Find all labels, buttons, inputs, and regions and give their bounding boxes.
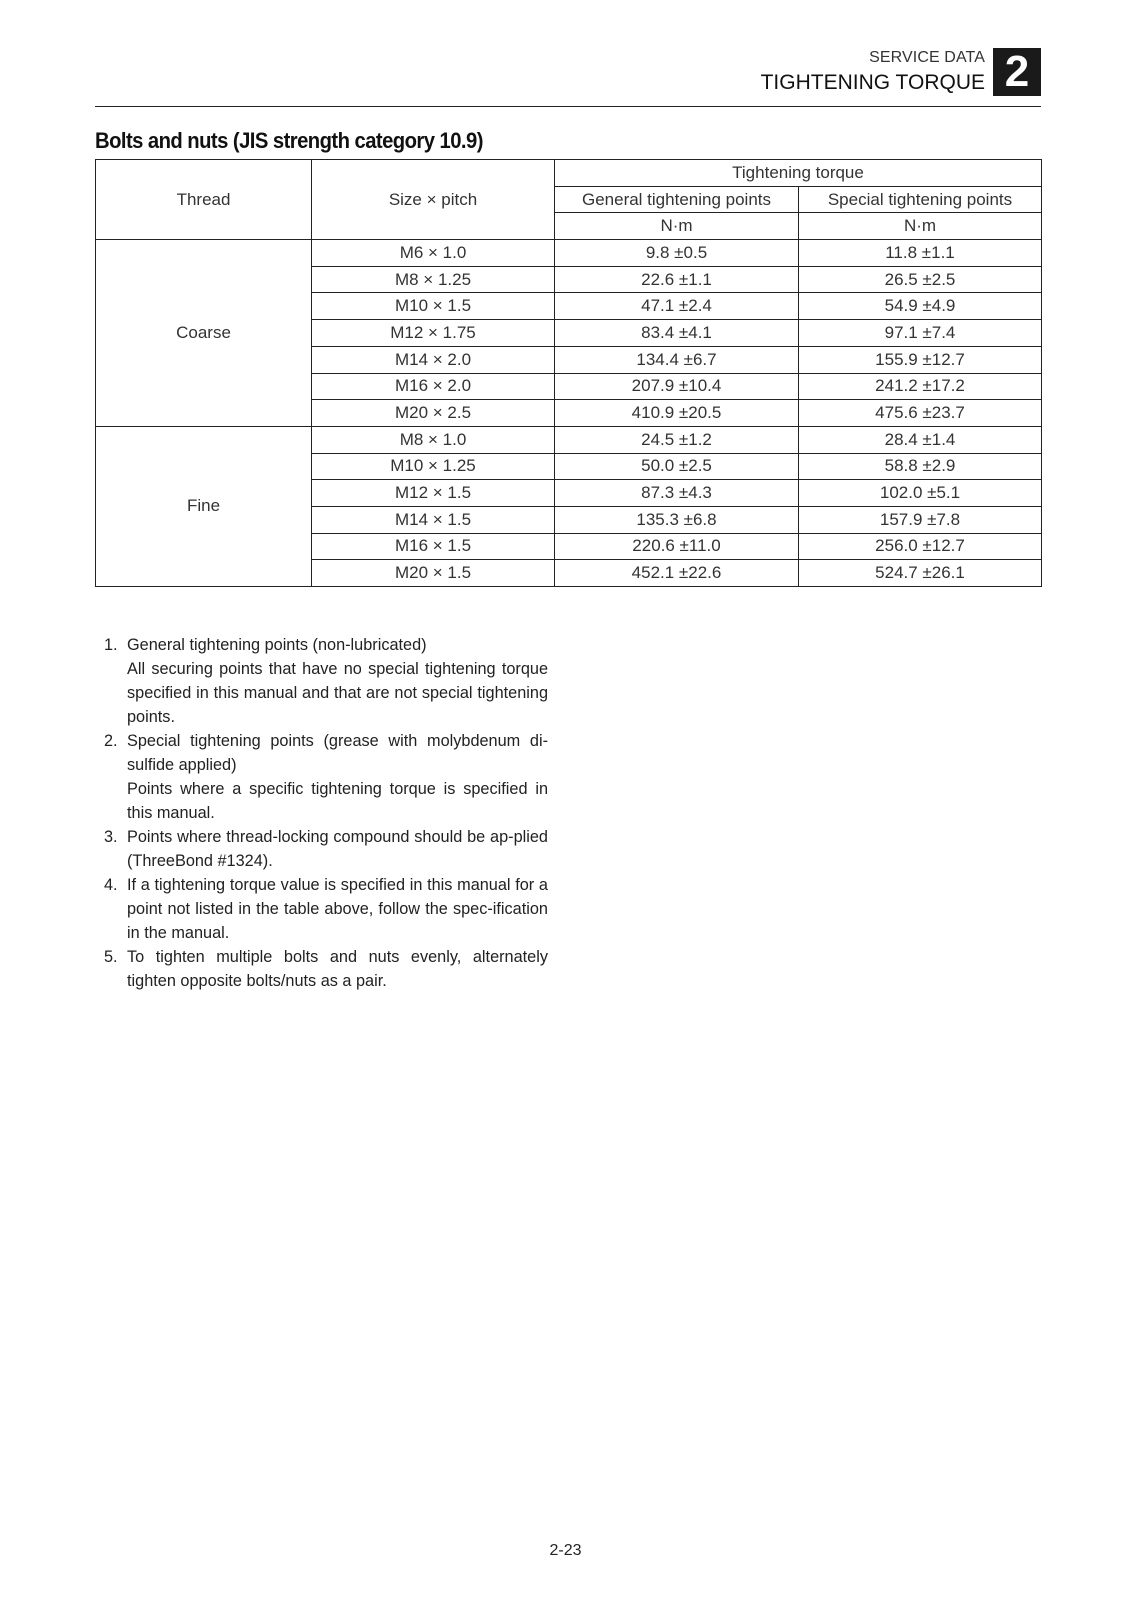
note-text: All securing points that have no special tightening torque specified in this manual and that are not special tightening points. [127, 660, 548, 726]
general-cell: 24.5 ±1.2 [555, 426, 799, 453]
size-cell: M20 × 2.5 [312, 400, 555, 427]
thread-type-cell: Coarse [96, 240, 312, 427]
general-cell: 220.6 ±11.0 [555, 533, 799, 560]
unit-general: N·m [555, 213, 799, 240]
note-item [104, 873, 548, 945]
special-cell: 58.8 ±2.9 [799, 453, 1042, 480]
note-item [104, 729, 548, 825]
general-cell: 9.8 ±0.5 [555, 240, 799, 267]
note-number: 3. [104, 828, 118, 846]
note-text: If a tightening torque value is specified in this manual for a point not listed in the table above, follow the spec-ification in the manual. [127, 876, 548, 942]
size-cell: M16 × 2.0 [312, 373, 555, 400]
col-header-torque: Tightening torque [555, 160, 1042, 187]
size-cell: M14 × 2.0 [312, 346, 555, 373]
thread-type-cell: Fine [96, 426, 312, 586]
special-cell: 97.1 ±7.4 [799, 320, 1042, 347]
section-heading: Bolts and nuts (JIS strength category 10.9) [95, 128, 483, 153]
size-cell: M10 × 1.25 [312, 453, 555, 480]
size-cell: M20 × 1.5 [312, 560, 555, 587]
torque-table-body [96, 240, 1042, 587]
note-number: 1. [104, 636, 118, 654]
special-cell: 524.7 ±26.1 [799, 560, 1042, 587]
notes-list [104, 633, 548, 993]
note-item [104, 945, 548, 993]
general-cell: 207.9 ±10.4 [555, 373, 799, 400]
header-rule [95, 106, 1041, 107]
note-number: 2. [104, 732, 118, 750]
general-cell: 134.4 ±6.7 [555, 346, 799, 373]
note-text: General tightening points (non-lubricated) [127, 636, 427, 654]
note-number: 5. [104, 948, 118, 966]
general-cell: 87.3 ±4.3 [555, 480, 799, 507]
special-cell: 241.2 ±17.2 [799, 373, 1042, 400]
col-header-special: Special tightening points [799, 186, 1042, 213]
page-number: 2-23 [549, 1542, 582, 1559]
general-cell: 50.0 ±2.5 [555, 453, 799, 480]
size-cell: M14 × 1.5 [312, 506, 555, 533]
size-cell: M16 × 1.5 [312, 533, 555, 560]
unit-special: N·m [799, 213, 1042, 240]
special-cell: 28.4 ±1.4 [799, 426, 1042, 453]
torque-table [95, 159, 1042, 587]
note-text: Points where a specific tightening torque is specified in this manual. [127, 780, 548, 822]
size-cell: M8 × 1.0 [312, 426, 555, 453]
note-text: To tighten multiple bolts and nuts evenly, alternately tighten opposite bolts/nuts as a pair. [127, 948, 548, 990]
size-cell: M8 × 1.25 [312, 266, 555, 293]
size-cell: M12 × 1.75 [312, 320, 555, 347]
chapter-badge: 2 [993, 48, 1041, 96]
note-text: Special tightening points (grease with molybdenum di-sulfide applied) [127, 732, 548, 774]
general-cell: 83.4 ±4.1 [555, 320, 799, 347]
table-row [96, 426, 1042, 453]
header-text [761, 48, 985, 96]
size-cell: M12 × 1.5 [312, 480, 555, 507]
special-cell: 102.0 ±5.1 [799, 480, 1042, 507]
table-row [96, 240, 1042, 267]
special-cell: 26.5 ±2.5 [799, 266, 1042, 293]
col-header-size: Size × pitch [312, 160, 555, 240]
special-cell: 155.9 ±12.7 [799, 346, 1042, 373]
special-cell: 475.6 ±23.7 [799, 400, 1042, 427]
note-number: 4. [104, 876, 118, 894]
general-cell: 22.6 ±1.1 [555, 266, 799, 293]
general-cell: 47.1 ±2.4 [555, 293, 799, 320]
col-header-thread: Thread [96, 160, 312, 240]
special-cell: 11.8 ±1.1 [799, 240, 1042, 267]
general-cell: 410.9 ±20.5 [555, 400, 799, 427]
size-cell: M10 × 1.5 [312, 293, 555, 320]
col-header-general: General tightening points [555, 186, 799, 213]
note-item [104, 633, 548, 729]
special-cell: 157.9 ±7.8 [799, 506, 1042, 533]
size-cell: M6 × 1.0 [312, 240, 555, 267]
special-cell: 256.0 ±12.7 [799, 533, 1042, 560]
general-cell: 135.3 ±6.8 [555, 506, 799, 533]
special-cell: 54.9 ±4.9 [799, 293, 1042, 320]
general-cell: 452.1 ±22.6 [555, 560, 799, 587]
page-header [761, 48, 1041, 96]
header-title: TIGHTENING TORQUE [760, 71, 985, 94]
note-item [104, 825, 548, 873]
note-text: Points where thread-locking compound should be ap-plied (ThreeBond #1324). [127, 828, 548, 870]
header-section: SERVICE DATA [869, 49, 985, 66]
